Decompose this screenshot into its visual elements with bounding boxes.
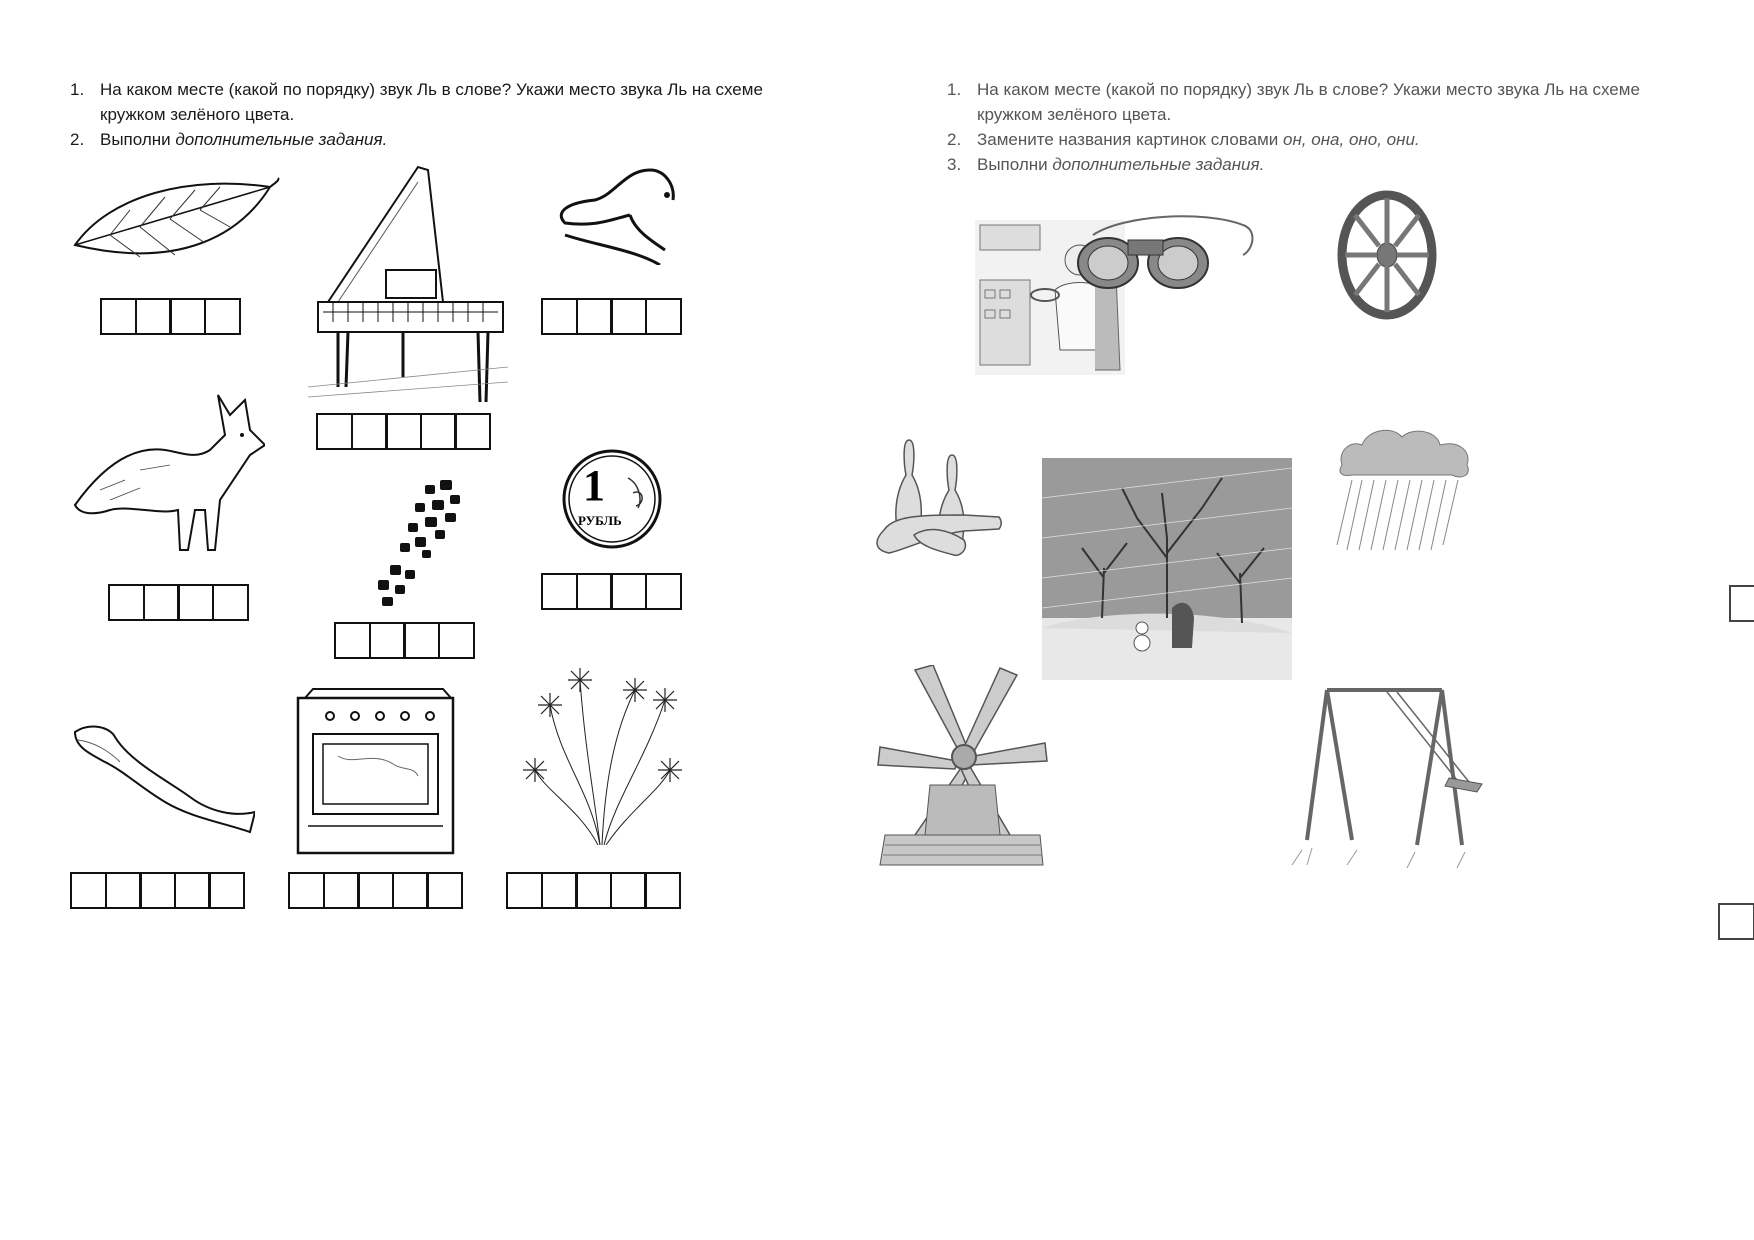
swing-icon: [1287, 680, 1485, 875]
beak-icon: [555, 165, 677, 265]
coin-word: РУБЛЬ: [578, 513, 622, 528]
footprint-scheme[interactable]: [334, 622, 475, 659]
ribbon-scheme[interactable]: [70, 872, 245, 909]
piano-scheme[interactable]: [316, 413, 491, 450]
blizzard-icon: [1042, 458, 1292, 680]
fireworks-scheme[interactable]: [506, 872, 681, 909]
wheel-icon: [1337, 190, 1437, 320]
rain-cloud-icon: [1332, 425, 1477, 555]
binoculars-icon: [1073, 205, 1263, 295]
windmill-icon: [875, 665, 1050, 870]
ribbon-icon: [70, 722, 255, 834]
beak-scheme[interactable]: [541, 298, 682, 335]
stove-scheme[interactable]: [288, 872, 463, 909]
skittles-scheme[interactable]: [1729, 585, 1754, 622]
right-instruction-3: 3. Выполни дополнительные задания.: [947, 155, 1265, 174]
windmill-scheme[interactable]: [1718, 903, 1754, 940]
coin-digit: 1: [583, 461, 605, 510]
fox-icon: [70, 390, 265, 555]
leaf-scheme[interactable]: [100, 298, 241, 335]
right-instructions: [941, 77, 1661, 177]
right-page: [877, 0, 1754, 1240]
footprint-icon: [370, 475, 470, 610]
coin-icon: [558, 448, 666, 550]
leaf-icon: [70, 175, 282, 275]
right-instruction-1: 1. На каком месте (какой по порядку) звук Ль в слове? Укажи место звука Ль на схеме кружком зелёного цвета.: [947, 80, 1640, 124]
left-instructions: [64, 77, 784, 152]
right-instruction-2: 2. Замените названия картинок словами он, она, оно, они.: [947, 130, 1420, 149]
left-instruction-1: 1. На каком месте (какой по порядку) звук Ль в слове? Укажи место звука Ль на схеме кружком зелёного цвета.: [70, 80, 763, 124]
stove-icon: [293, 686, 458, 858]
coin-scheme[interactable]: [541, 573, 682, 610]
skittles-icon: [874, 435, 1004, 560]
left-instruction-2: 2. Выполни дополнительные задания.: [70, 130, 388, 149]
piano-icon: [308, 162, 508, 407]
fireworks-icon: [520, 660, 682, 845]
fox-scheme[interactable]: [108, 584, 249, 621]
